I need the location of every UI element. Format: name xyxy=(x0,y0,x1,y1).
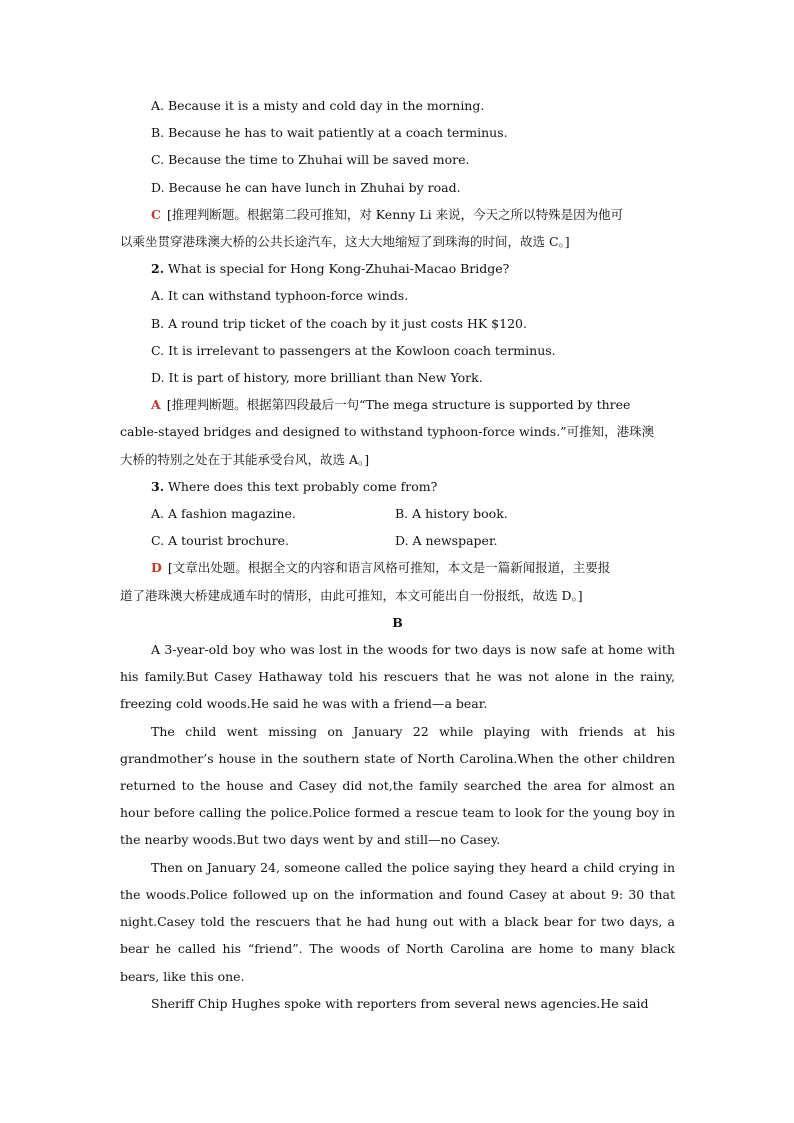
q1-explanation-line1: [推理判断题。根据第二段可推知，对 Kenny Li 来说，今天之所以特殊是因为他可 xyxy=(166,206,624,222)
q3-explanation-line2: 道了港珠澳大桥建成通车时的情形，由此可推知，本文可能出自一份报纸，故选 D。] xyxy=(120,587,583,603)
passage-paragraph-4: Sheriff Chip Hughes spoke with reporters from several news agencies.He said xyxy=(151,995,649,1011)
q3-answer-letter: D xyxy=(151,560,162,576)
q3-number: 3. xyxy=(151,478,165,494)
passage-paragraph-1: A 3-year-old boy who was lost in the woods for two days is now safe at home with his family.But Casey Hathaway told his rescuers that he was not alone in the rainy, freezing cold woods.He said he was with a friend—a bear. xyxy=(120,642,675,712)
q2-text: What is special for Hong Kong-Zhuhai-Macao Bridge? xyxy=(168,261,510,277)
q2-answer-letter: A xyxy=(151,397,161,413)
q1-answer-letter: C xyxy=(151,206,161,222)
q3-options-row2 xyxy=(120,527,675,554)
q2-option-c: C. It is irrelevant to passengers at the Kowloon coach terminus. xyxy=(151,342,556,358)
q2-option-a: A. It can withstand typhoon-force winds. xyxy=(151,288,409,304)
q3-option-d: D. A newspaper. xyxy=(395,533,498,549)
q3-options-row1 xyxy=(120,500,675,527)
q2-option-b: B. A round trip ticket of the coach by it just costs HK $120. xyxy=(151,315,527,331)
q1-option-b: B. Because he has to wait patiently at a coach terminus. xyxy=(151,125,508,141)
q2-option-d: D. It is part of history, more brilliant than New York. xyxy=(151,370,483,386)
q2-answer xyxy=(120,391,675,473)
q1-answer xyxy=(120,201,675,255)
document-page xyxy=(120,92,675,1017)
q2-explanation-line3: 大桥的特别之处在于其能承受台风，故选 A。] xyxy=(120,451,370,467)
q3-question xyxy=(120,473,675,500)
passage-paragraph-3: Then on January 24, someone called the police saying they heard a child crying in the woods.Police followed up on the information and found Casey at about 9: 30 that night.Casey told the rescuers that he had hung out with a black bear for two days, a bear he called his “friend”. The woods of North Carolina are home to many black bears, like this one. xyxy=(120,859,675,984)
q2-explanation-line1: [推理判断题。根据第四段最后一句“The mega structure is supported by three xyxy=(166,397,631,413)
q2-explanation-line2: cable-stayed bridges and designed to withstand typhoon-force winds.”可推知，港珠澳 xyxy=(120,424,655,440)
q1-option-a: A. Because it is a misty and cold day in the morning. xyxy=(151,98,485,113)
q3-answer xyxy=(120,554,675,608)
q1-explanation-line2: 以乘坐贯穿港珠澳大桥的公共长途汽车，这大大地缩短了到珠海的时间，故选 C。] xyxy=(120,234,570,250)
section-b-label: B xyxy=(392,614,403,630)
q2-number: 2. xyxy=(151,261,165,277)
q1-option-c: C. Because the time to Zhuhai will be saved more. xyxy=(151,152,470,168)
q3-option-b: B. A history book. xyxy=(395,506,508,522)
q3-option-a: A. A fashion magazine. xyxy=(151,506,296,522)
q3-text: Where does this text probably come from? xyxy=(168,478,438,494)
q1-option-d: D. Because he can have lunch in Zhuhai by road. xyxy=(151,179,461,195)
passage-paragraph-2: The child went missing on January 22 while playing with friends at his grandmother’s house in the southern state of North Carolina.When the other children returned to the house and Casey did not,the family searched the area for almost an hour before calling the police.Police formed a rescue team to look for the young boy in the nearby woods.But two days went by and still—no Casey. xyxy=(120,723,675,848)
q2-question xyxy=(120,255,675,282)
q3-option-c: C. A tourist brochure. xyxy=(151,533,290,549)
q3-explanation-line1: [文章出处题。根据全文的内容和语言风格可推知，本文是一篇新闻报道，主要报 xyxy=(167,560,611,576)
